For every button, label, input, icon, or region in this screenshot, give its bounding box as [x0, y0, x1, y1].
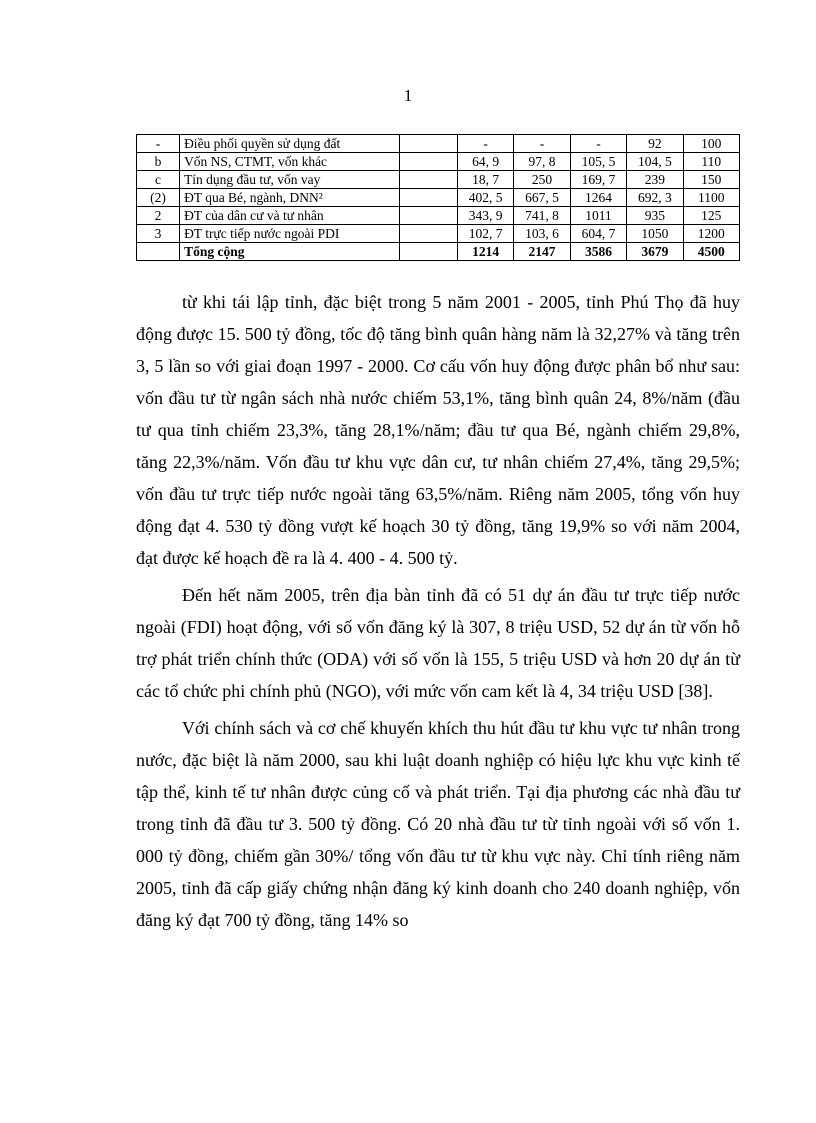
value-cell: 18, 7	[457, 171, 513, 189]
blank-cell	[399, 207, 457, 225]
value-cell: 239	[627, 171, 683, 189]
investment-table	[136, 134, 740, 261]
page-number: 1	[403, 86, 413, 105]
value-cell: 1200	[683, 225, 739, 243]
value-cell: 150	[683, 171, 739, 189]
row-label: Điều phối quyền sử dụng đất	[180, 135, 399, 153]
blank-cell	[399, 189, 457, 207]
value-cell: -	[457, 135, 513, 153]
table-row	[137, 225, 740, 243]
value-cell: 667, 5	[514, 189, 570, 207]
table-row	[137, 153, 740, 171]
value-cell: 1011	[570, 207, 626, 225]
value-cell: 604, 7	[570, 225, 626, 243]
value-cell: 103, 6	[514, 225, 570, 243]
value-cell: 64, 9	[457, 153, 513, 171]
value-cell: 110	[683, 153, 739, 171]
body-text	[136, 286, 740, 941]
value-cell: 4500	[683, 243, 739, 261]
row-label: ĐT trực tiếp nước ngoài PDI	[180, 225, 399, 243]
table-total-row	[137, 243, 740, 261]
value-cell: 402, 5	[457, 189, 513, 207]
value-cell: 1100	[683, 189, 739, 207]
blank-cell	[399, 135, 457, 153]
paragraph: từ khi tái lập tỉnh, đặc biệt trong 5 năm 2001 - 2005, tỉnh Phú Thọ đã huy động được 15. 500 tỷ đồng, tốc độ tăng bình quân hàng năm là 32,27% và tăng trên 3, 5 lần so với giai đoạn 1997 - 2000. Cơ cấu vốn huy động được phân bổ như sau: vốn đầu tư từ ngân sách nhà nước chiếm 53,1%, tăng bình quân 24, 8%/năm (đầu tư qua tỉnh chiếm 23,3%, tăng 28,1%/năm; đầu tư qua Bé, ngành chiếm 29,8%, tăng 22,3%/năm. Vốn đầu tư khu vực dân cư, tư nhân chiếm 27,4%, tăng 29,5%; vốn đầu tư trực tiếp nước ngoài tăng 63,5%/năm. Riêng năm 2005, tổng vốn huy động đạt 4. 530 tỷ đồng vượt kế hoạch 30 tỷ đồng, tăng 19,9% so với năm 2004, đạt được kế hoạch đề ra là 4. 400 - 4. 500 tỷ.	[136, 292, 740, 568]
value-cell: 250	[514, 171, 570, 189]
value-cell: 105, 5	[570, 153, 626, 171]
row-index: 2	[137, 207, 180, 225]
blank-cell	[399, 243, 457, 261]
value-cell: 97, 8	[514, 153, 570, 171]
row-index: b	[137, 153, 180, 171]
row-label: ĐT qua Bé, ngành, DNN²	[180, 189, 399, 207]
row-label: Tín dụng đầu tư, vốn vay	[180, 171, 399, 189]
value-cell: 1050	[627, 225, 683, 243]
blank-cell	[399, 171, 457, 189]
value-cell: -	[514, 135, 570, 153]
table-row	[137, 207, 740, 225]
value-cell: 102, 7	[457, 225, 513, 243]
row-label: Vốn NS, CTMT, vốn khác	[180, 153, 399, 171]
value-cell: 3679	[627, 243, 683, 261]
row-label: ĐT của dân cư và tư nhân	[180, 207, 399, 225]
value-cell: 92	[627, 135, 683, 153]
row-index: 3	[137, 225, 180, 243]
row-index: -	[137, 135, 180, 153]
value-cell: 1214	[457, 243, 513, 261]
table-row	[137, 171, 740, 189]
value-cell: 125	[683, 207, 739, 225]
table-row	[137, 135, 740, 153]
row-index: c	[137, 171, 180, 189]
value-cell: -	[570, 135, 626, 153]
row-index	[137, 243, 180, 261]
value-cell: 935	[627, 207, 683, 225]
value-cell: 1264	[570, 189, 626, 207]
value-cell: 343, 9	[457, 207, 513, 225]
value-cell: 741, 8	[514, 207, 570, 225]
value-cell: 3586	[570, 243, 626, 261]
blank-cell	[399, 153, 457, 171]
blank-cell	[399, 225, 457, 243]
value-cell: 169, 7	[570, 171, 626, 189]
paragraph: Đến hết năm 2005, trên địa bàn tỉnh đã có 51 dự án đầu tư trực tiếp nước ngoài (FDI) hoạt động, với số vốn đăng ký là 307, 8 triệu USD, 52 dự án từ vốn hỗ trợ phát triển chính thức (ODA) với số vốn là 155, 5 triệu USD và hơn 20 dự án từ các tổ chức phi chính phủ (NGO), với mức vốn cam kết là 4, 34 triệu USD [38].	[136, 585, 740, 701]
value-cell: 2147	[514, 243, 570, 261]
value-cell: 104, 5	[627, 153, 683, 171]
row-index: (2)	[137, 189, 180, 207]
value-cell: 100	[683, 135, 739, 153]
row-label: Tổng cộng	[180, 243, 399, 261]
table-row	[137, 189, 740, 207]
value-cell: 692, 3	[627, 189, 683, 207]
paragraph: Với chính sách và cơ chế khuyến khích thu hút đầu tư khu vực tư nhân trong nước, đặc biệt là năm 2000, sau khi luật doanh nghiệp có hiệu lực khu vực kinh tế tập thể, kinh tế tư nhân được củng cố và phát triển. Tại địa phương các nhà đầu tư trong tỉnh đã đầu tư 3. 500 tỷ đồng. Có 20 nhà đầu tư từ tỉnh ngoài với số vốn 1. 000 tỷ đồng, chiếm gần 30%/ tổng vốn đầu tư từ khu vực này. Chỉ tính riêng năm 2005, tỉnh đã cấp giấy chứng nhận đăng ký kinh doanh cho 240 doanh nghiệp, vốn đăng ký đạt 700 tỷ đồng, tăng 14% so	[136, 718, 740, 930]
